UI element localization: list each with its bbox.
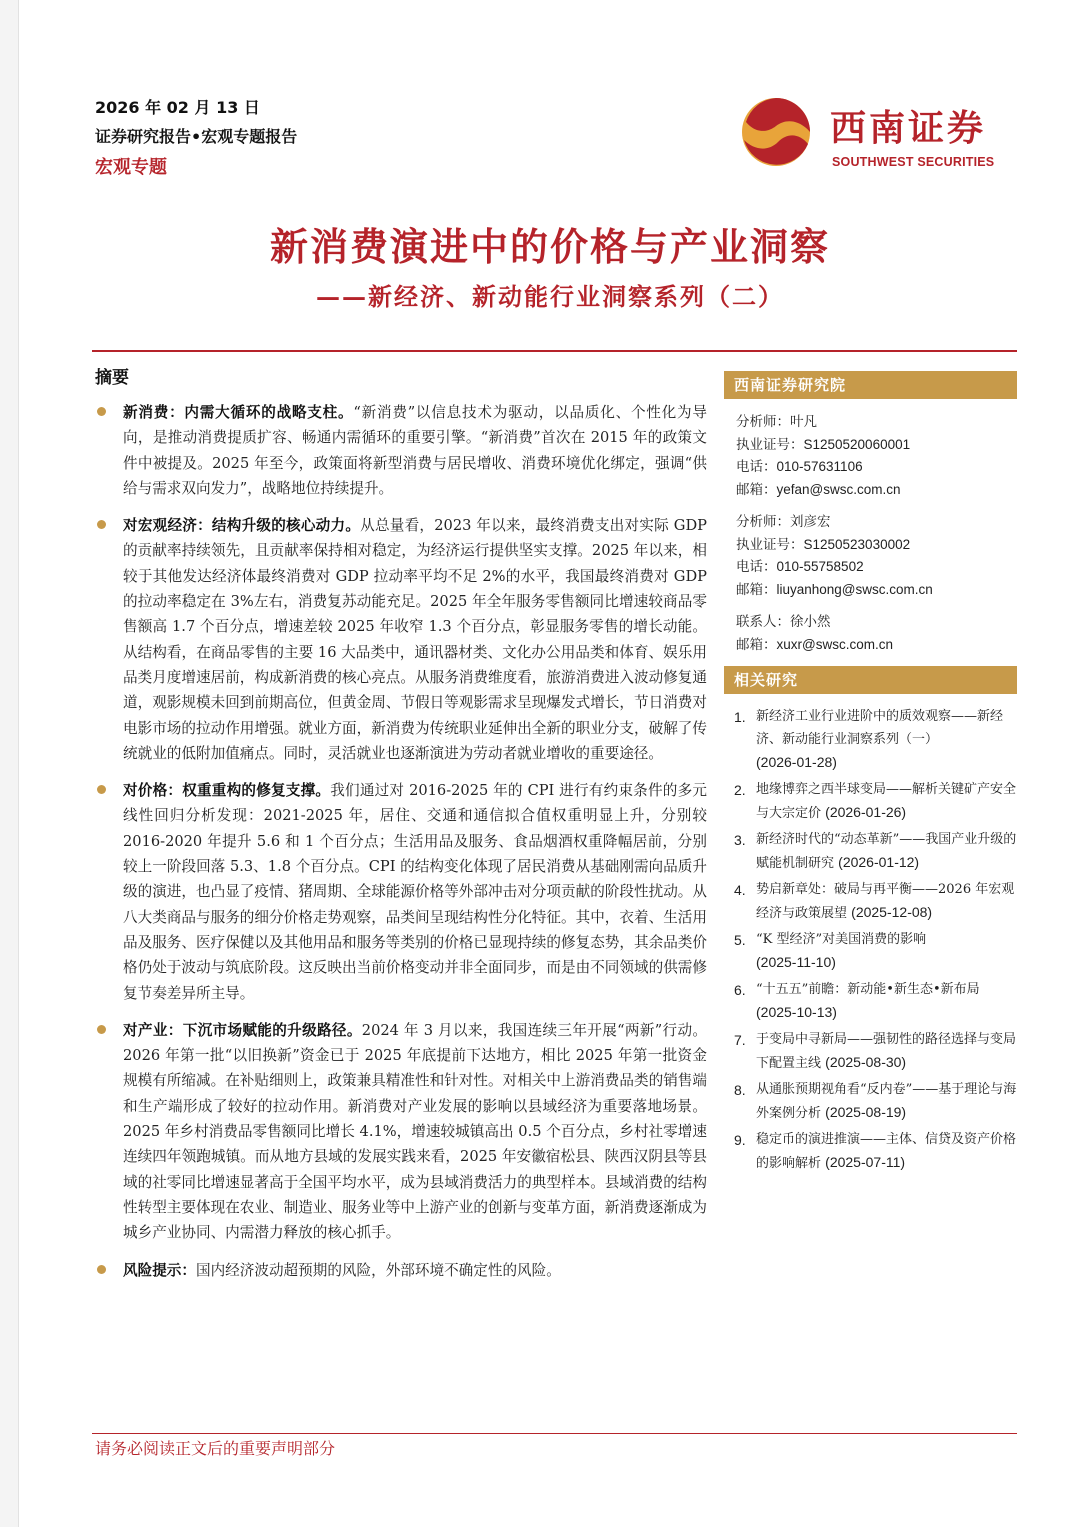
item-number: 5. [734, 931, 746, 948]
report-subtitle: ——新经济、新动能行业洞察系列（二） [316, 282, 784, 311]
contact-card [736, 611, 1017, 656]
item-title: 势启新章处：破局与再平衡——2026 年宏观经济与政策展望 [756, 881, 1015, 921]
item-number: 1. [734, 709, 746, 725]
item-number: 6. [734, 981, 746, 998]
sidebar [724, 371, 1017, 1179]
item-title: 新经济时代的“动态革新”——我国产业升级的赋能机制研究 [756, 831, 1017, 871]
logo-chinese-name: 西南证券 [830, 107, 987, 149]
contact-list [724, 399, 1017, 656]
item-date: (2025-08-30) [825, 1054, 907, 1070]
bullet-dot-icon [97, 407, 106, 416]
related-item[interactable] [734, 829, 1017, 876]
abstract-bullet [95, 1018, 707, 1246]
cert-line [736, 534, 1017, 557]
item-date: (2026-01-12) [838, 854, 920, 870]
institute-heading: 西南证券研究院 [724, 371, 1017, 399]
related-item[interactable] [734, 779, 1017, 826]
analyst-name: 刘彦宏 [790, 514, 831, 530]
report-title: 新消费演进中的价格与产业洞察 [269, 224, 830, 269]
item-number: 3. [734, 831, 746, 848]
bullet-text: 我们通过对 2016-2025 年的 CPI 进行有约束条件的多元线性回归分析发现：2021-2025 年，居住、交通和通信拟合值权重明显上升，分别较 2016-2020 年提升 5.6 和 1 个百分点；生活用品及服务、食品烟酒权重降幅居前，分别较上一阶段回落 5.3、1.8 个百分点。CPI 的结构变化体现了居民消费从基础刚需向品质升级的演进，也凸显了疫情、猪周期、全球能源价格等外部冲击对分项贡献的阶段性扰动。从八大类商品与服务的细分价格走势观察，品类间呈现结构性分化特征。其中，衣着、生活用品及服务、医疗保健以及其他用品和服务等类别的价格已显现持续的修复态势，其余品类价格仍处于波动与筑底阶段。这反映出当前价格变动并非全面同步，而是由不同领域的供需修复节奏差异所主导。 [123, 782, 707, 1002]
contact-card [736, 511, 1017, 601]
role-label: 分析师： [736, 514, 790, 530]
abstract-section [95, 364, 707, 1295]
email-line [736, 479, 1017, 502]
bullet-paragraph [123, 778, 707, 1006]
item-title: “十五五”前瞻：新动能•新生态•新布局 [756, 981, 980, 997]
company-logo [740, 96, 1020, 176]
email-line [736, 579, 1017, 602]
abstract-bullet [95, 778, 707, 1006]
bullet-paragraph [123, 1018, 707, 1246]
report-date: 2026 年 02 月 13 日 [95, 98, 260, 117]
item-title: 于变局中寻新局——强韧性的路径选择与变局下配置主线 [756, 1031, 1017, 1071]
email-link[interactable]: liuyanhong@swsc.com.cn [776, 581, 933, 597]
bullet-paragraph [123, 400, 707, 501]
bullet-text: “新消费”以信息技术为驱动，以品质化、个性化为导向，是推动消费提质扩容、畅通内需循环的重要引擎。“新消费”首次在 2015 年的政策文件中被提及。2025 年至今，政策面将新型消费与居民增收、消费环境优化绑定，强调“供给与需求双向发力”，战略地位持续提升。 [123, 404, 707, 497]
logo-english-name: SOUTHWEST SECURITIES [832, 155, 995, 169]
contact-name: 徐小然 [790, 614, 831, 630]
item-number: 4. [734, 881, 746, 898]
item-number: 2. [734, 781, 746, 798]
email-label: 邮箱： [736, 636, 777, 653]
related-item[interactable] [734, 1029, 1017, 1076]
bullet-text: 2024 年 3 月以来，我国连续三年开展“两新”行动。2026 年第一批“以旧换新”资金已于 2025 年底提前下达地方，相比 2025 年第一批资金规模有所缩减。在补贴细则上，政策兼具精准性和针对性。对相关中上游消费品类的销售端和生产端形成了较好的拉动作用。新消费对产业发展的影响以县域经济为重要落地场景。2025 年乡村消费品零售额同比增长 4.1%，增速较城镇高出 0.5 个百分点，乡村社零增速连续四年领跑城镇。而从地方县域的发展实践来看，2025 年安徽宿松县、陕西汉阴县等县域的社零同比增速显著高于全国平均水平，成为县域消费活力的典型样本。县域消费的结构性转型主要体现在农业、制造业、服务业等中上游产业的创新与变革方面，新消费逐渐成为城乡产业协同、内需潜力释放的核心抓手。 [123, 1021, 707, 1242]
related-research-list [724, 694, 1017, 1176]
report-topic: 宏观专题 [95, 157, 167, 178]
email-label: 邮箱： [736, 481, 777, 498]
item-date: (2025-12-08) [851, 904, 933, 920]
title-divider [92, 350, 1017, 352]
item-date: (2026-01-26) [825, 804, 907, 820]
item-title: 地缘博弈之西半球变局——解析关键矿产安全与大宗定价 [756, 781, 1017, 821]
abstract-bullet [95, 400, 707, 501]
bullet-lead: 对宏观经济：结构升级的核心动力。 [123, 517, 361, 535]
related-item[interactable] [734, 879, 1017, 926]
related-item[interactable] [734, 1129, 1017, 1176]
cert-line [736, 434, 1017, 457]
bullet-dot-icon [97, 1025, 106, 1034]
item-number: 9. [734, 1131, 746, 1148]
phone-line [736, 456, 1017, 479]
bullet-paragraph [123, 1258, 707, 1283]
bullet-lead: 对产业：下沉市场赋能的升级路径。 [123, 1021, 362, 1039]
phone-number: 010-55758502 [776, 559, 864, 574]
cert-number: S1250520060001 [803, 436, 911, 452]
contact-person-line [736, 611, 1017, 634]
item-title: 稳定币的演进推演——主体、信贷及资产价格的影响解析 [756, 1131, 1017, 1171]
bullet-lead: 对价格：权重重构的修复支撑。 [123, 782, 331, 800]
bullet-text: 从总量看，2023 年以来，最终消费支出对实际 GDP 的贡献率持续领先，且贡献率保持相对稳定，为经济运行提供坚实支撑。2025 年以来，相较于其他发达经济体最终消费对 GDP 拉动率平均不足 2%的水平，我国最终消费对 GDP 的拉动率稳定在 3%左右，消费复苏动能充足。2025 年全年服务零售额同比增速较商品零售额高 1.7 个百分点，增速差较 2025 年收窄 1.3 个百分点，彰显服务零售的增长动能。从结构看，在商品零售的主要 16 大品类中，通讯器材类、文化办公用品类和体育、娱乐用品类月度增速居前，构成新消费的核心亮点。从服务消费维度看，旅游消费进入波动修复通道，观影规模未回到前期高位，但黄金周、节假日等观影需求呈现爆发式增长，节日消费对电影市场的拉动作用增强。就业方面，新消费为传统职业延伸出全新的职业分支，破解了传统就业的低附加值痛点。同时，灵活就业也逐渐演进为劳动者就业增收的重要途径。 [123, 517, 707, 762]
cert-number: S1250523030002 [803, 536, 911, 552]
related-item[interactable] [734, 1079, 1017, 1126]
role-label: 分析师： [736, 414, 790, 430]
report-meta [95, 96, 297, 180]
cert-label: 执业证号： [736, 536, 804, 553]
footer-disclaimer: 请务必阅读正文后的重要声明部分 [95, 1439, 336, 1458]
bullet-dot-icon [97, 520, 106, 529]
bullet-text: 国内经济波动超预期的风险，外部环境不确定性的风险。 [195, 1261, 561, 1279]
email-link[interactable]: yefan@swsc.com.cn [776, 481, 901, 497]
bullet-dot-icon [97, 1265, 106, 1274]
related-research-heading: 相关研究 [724, 666, 1017, 694]
email-label: 邮箱： [736, 581, 777, 598]
item-title: 新经济工业行业进阶中的质效观察——新经济、新动能行业洞察系列（一） [756, 709, 1004, 747]
phone-line [736, 556, 1017, 579]
item-date: (2026-01-28) [756, 754, 837, 770]
logo-mark-icon [740, 96, 812, 168]
email-link[interactable]: xuxr@swsc.com.cn [776, 636, 893, 652]
bullet-lead: 新消费：内需大循环的战略支柱。 [123, 404, 354, 421]
phone-label: 电话： [736, 459, 777, 475]
abstract-bullet [95, 513, 707, 766]
phone-label: 电话： [736, 559, 777, 575]
bullet-dot-icon [97, 785, 106, 794]
item-date: (2025-10-13) [756, 1004, 837, 1020]
related-item[interactable] [734, 929, 1017, 976]
abstract-heading: 摘要 [95, 368, 129, 388]
contact-card [736, 411, 1017, 501]
phone-number: 010-57631106 [776, 459, 863, 474]
role-label: 联系人： [736, 614, 790, 630]
abstract-bullet [95, 1258, 707, 1283]
item-date: (2025-07-11) [825, 1154, 906, 1170]
item-date: (2025-08-19) [825, 1104, 907, 1120]
related-item[interactable] [734, 979, 1017, 1026]
email-line [736, 634, 1017, 657]
item-title: 从通胀预期视角看“反内卷”——基于理论与海外案例分析 [756, 1081, 1017, 1121]
item-number: 8. [734, 1081, 746, 1098]
footer-divider [92, 1433, 1017, 1434]
item-date: (2025-11-10) [756, 954, 836, 970]
item-title: “K 型经济”对美国消费的影响 [756, 931, 927, 947]
bullet-paragraph [123, 513, 707, 766]
cert-label: 执业证号： [736, 436, 804, 453]
analyst-line [736, 511, 1017, 534]
report-category: 证券研究报告•宏观专题报告 [95, 127, 298, 146]
item-number: 7. [734, 1031, 746, 1048]
related-item[interactable] [734, 706, 1017, 776]
analyst-name: 叶凡 [790, 414, 817, 430]
analyst-line [736, 411, 1017, 434]
bullet-lead: 风险提示： [123, 1261, 196, 1279]
